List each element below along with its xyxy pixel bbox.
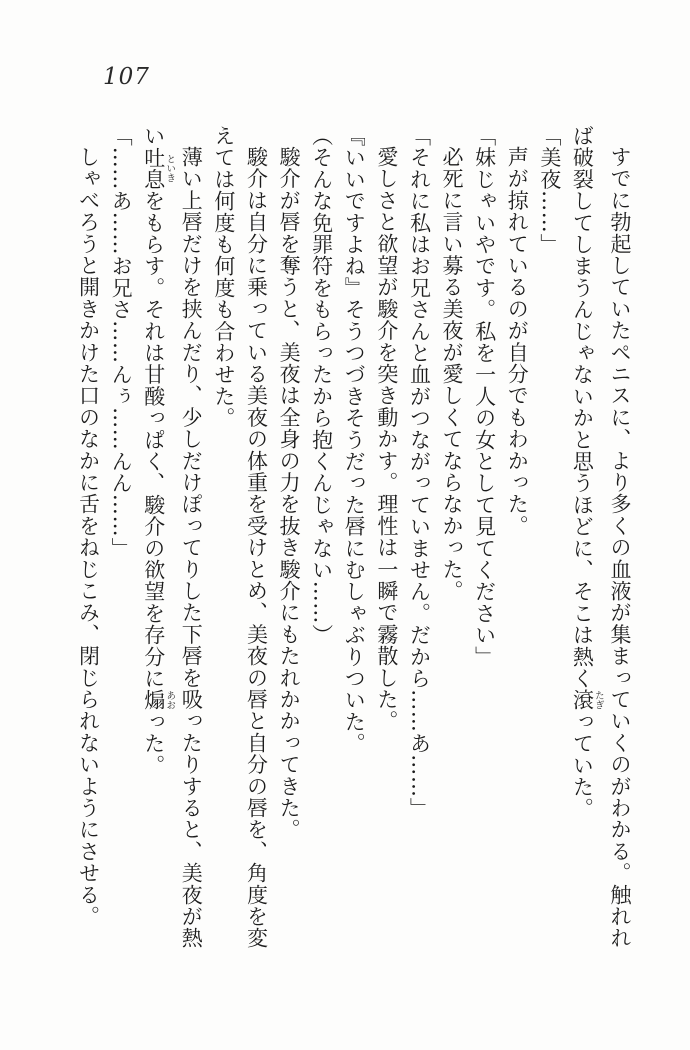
furigana: たぎ — [592, 689, 604, 711]
text-column: 愛しさと欲望が駿介を突き動かす。理性は一瞬で霧散した。 — [374, 146, 399, 732]
text-column: 「……あ……お兄さ……んぅ……んん……」 — [109, 125, 134, 559]
text-column: 声が掠れているのが自分でもわかった。 — [505, 146, 530, 537]
text-column: 「妹じゃいやです。私を一人の女として見てください」 — [472, 125, 497, 668]
text-column: 『いいですよね』そうつづきそうだった唇にむしゃぶりついた。 — [342, 125, 367, 755]
text-column: 必死に言い募る美夜が愛しくてならなかった。 — [440, 146, 465, 602]
ruby-annotated-word: 滾たぎ — [570, 689, 604, 711]
furigana: といき — [164, 146, 176, 191]
text-column: い吐息といきをもらす。それは甘酸っぱく、駿介の欲望を存分に煽あおった。 — [141, 125, 176, 777]
page-number: 107 — [103, 64, 150, 90]
text-column: 「それに私はお兄さんと血がつながっていません。だから……あ……」 — [407, 125, 432, 820]
text-block — [72, 125, 636, 970]
text-column: しゃべろうと開きかけた口のなかに舌をねじこみ、閉じられないようにさせる。 — [76, 146, 101, 928]
text-column: 薄い上唇だけを挟んだり、少しだけぽってりした下唇を吸ったりすると、美夜が熱 — [179, 146, 204, 949]
text-column: 駿介は自分に乗っている美夜の体重を受けとめ、美夜の唇と自分の唇を、角度を変 — [244, 146, 269, 949]
text-column: すでに勃起していたペニスに、より多くの血液が集まっていくのがわかる。触れれ — [608, 146, 632, 949]
ruby-annotated-word: 煽あお — [141, 689, 176, 711]
furigana: あお — [164, 689, 176, 711]
text-column: （そんな免罪符をもらったから抱くんじゃない……） — [309, 125, 334, 646]
text-column: 「美夜……」 — [537, 125, 562, 256]
ruby-annotated-word: 吐息といき — [141, 146, 176, 191]
text-column: ば破裂してしまうんじゃないかと思うほどに、そこは熱く滾たぎっていた。 — [570, 125, 604, 820]
text-column: えては何度も何度も合わせた。 — [211, 125, 236, 429]
text-column: 駿介が唇を奪うと、美夜は全身の力を抜き駿介にもたれかかってきた。 — [277, 146, 302, 841]
